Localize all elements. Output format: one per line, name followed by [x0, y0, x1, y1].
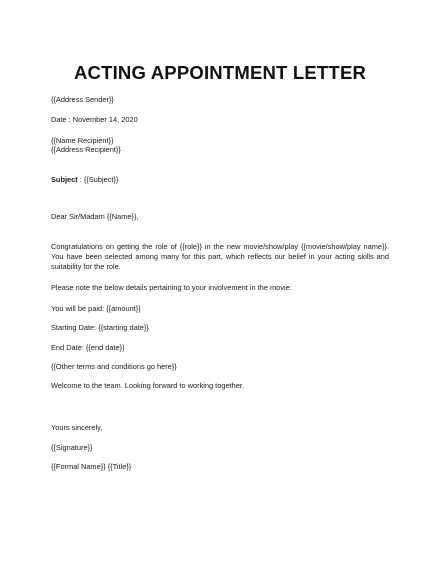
other-terms-line: {{Other terms and conditions go here}}: [51, 362, 177, 371]
address-recipient: {{Address Recipient}}: [51, 145, 121, 154]
salutation: Dear Sir/Madam {{Name}},: [51, 212, 139, 221]
name-recipient: {{Name Recipient}}: [51, 136, 114, 145]
paid-line: You will be paid: {{amount}}: [51, 304, 141, 313]
subject-line: [51, 175, 118, 185]
page-title: ACTING APPOINTMENT LETTER: [73, 62, 367, 83]
end-date-line: End Date: {{end date}}: [51, 343, 125, 352]
subject-value: : {{Subject}}: [77, 175, 119, 184]
closing-line: Yours sincerely,: [51, 423, 103, 432]
date-line: Date : November 14, 2020: [51, 115, 138, 124]
subject-label: Subject: [51, 175, 78, 184]
address-sender: {{Address Sender}}: [51, 95, 114, 104]
formal-name-title-line: {{Formal Name}} {{Title}}: [51, 462, 132, 471]
congrats-paragraph: Congratulations on getting the role of {{role}} in the new movie/show/play {{movie/show/play name}}. You have been selected among many for this part, which reflects our belief in your acting skills and suitability for the role.: [51, 242, 389, 271]
details-intro: Please note the below details pertaining to your involvement in the movie:: [51, 283, 292, 292]
start-date-line: Starting Date: {{starting date}}: [51, 323, 149, 332]
welcome-line: Welcome to the team. Looking forward to working together.: [51, 381, 244, 390]
signature-line: {{Signature}}: [51, 443, 93, 452]
